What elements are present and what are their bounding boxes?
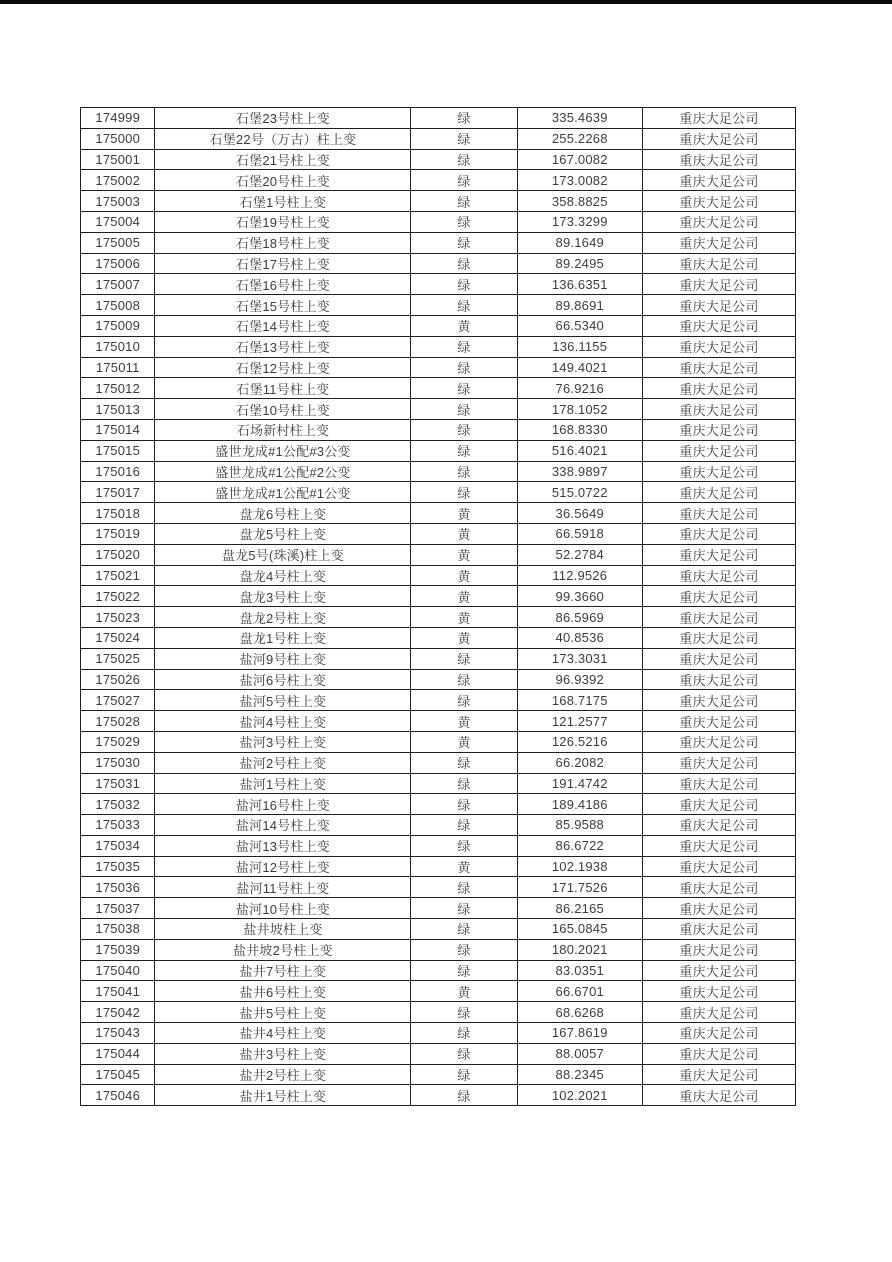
- device-name-cell: 盘龙2号柱上变: [155, 607, 411, 628]
- status-color-cell: 绿: [411, 128, 517, 149]
- device-name-cell: 盘龙4号柱上变: [155, 565, 411, 586]
- table-row: [81, 607, 796, 628]
- table-row: [81, 1064, 796, 1085]
- table-row: [81, 149, 796, 170]
- table-row: [81, 336, 796, 357]
- status-color-cell: 绿: [411, 835, 517, 856]
- record-id-cell: 175031: [81, 773, 155, 794]
- table-row: [81, 960, 796, 981]
- record-id-cell: 175025: [81, 648, 155, 669]
- record-id-cell: 175002: [81, 170, 155, 191]
- record-id-cell: 175036: [81, 877, 155, 898]
- record-id-cell: 175023: [81, 607, 155, 628]
- status-color-cell: 绿: [411, 170, 517, 191]
- company-cell: 重庆大足公司: [642, 669, 795, 690]
- device-name-cell: 盐河2号柱上变: [155, 752, 411, 773]
- record-id-cell: 175021: [81, 565, 155, 586]
- table-row: [81, 482, 796, 503]
- value-cell: 88.2345: [517, 1064, 642, 1085]
- status-color-cell: 黄: [411, 981, 517, 1002]
- value-cell: 191.4742: [517, 773, 642, 794]
- company-cell: 重庆大足公司: [642, 648, 795, 669]
- device-name-cell: 石堡18号柱上变: [155, 232, 411, 253]
- status-color-cell: 绿: [411, 877, 517, 898]
- value-cell: 102.2021: [517, 1085, 642, 1106]
- table-row: [81, 232, 796, 253]
- table-row: [81, 731, 796, 752]
- status-color-cell: 绿: [411, 669, 517, 690]
- table-row: [81, 586, 796, 607]
- device-name-cell: 盛世龙成#1公配#3公变: [155, 440, 411, 461]
- value-cell: 165.0845: [517, 919, 642, 940]
- status-color-cell: 绿: [411, 440, 517, 461]
- record-id-cell: 175032: [81, 794, 155, 815]
- status-color-cell: 绿: [411, 399, 517, 420]
- value-cell: 173.3299: [517, 211, 642, 232]
- record-id-cell: 175022: [81, 586, 155, 607]
- value-cell: 168.8330: [517, 419, 642, 440]
- value-cell: 83.0351: [517, 960, 642, 981]
- table-row: [81, 752, 796, 773]
- table-row: [81, 815, 796, 836]
- status-color-cell: 黄: [411, 544, 517, 565]
- company-cell: 重庆大足公司: [642, 898, 795, 919]
- record-id-cell: 175046: [81, 1085, 155, 1106]
- company-cell: 重庆大足公司: [642, 565, 795, 586]
- value-cell: 168.7175: [517, 690, 642, 711]
- company-cell: 重庆大足公司: [642, 773, 795, 794]
- record-table: [80, 107, 796, 1106]
- value-cell: 52.2784: [517, 544, 642, 565]
- value-cell: 40.8536: [517, 627, 642, 648]
- company-cell: 重庆大足公司: [642, 856, 795, 877]
- record-id-cell: 175042: [81, 1002, 155, 1023]
- record-id-cell: 175020: [81, 544, 155, 565]
- company-cell: 重庆大足公司: [642, 357, 795, 378]
- record-id-cell: 175030: [81, 752, 155, 773]
- value-cell: 335.4639: [517, 108, 642, 129]
- record-id-cell: 175038: [81, 919, 155, 940]
- record-id-cell: 175004: [81, 211, 155, 232]
- status-color-cell: 黄: [411, 711, 517, 732]
- status-color-cell: 黄: [411, 523, 517, 544]
- value-cell: 149.4021: [517, 357, 642, 378]
- value-cell: 88.0057: [517, 1043, 642, 1064]
- value-cell: 178.1052: [517, 399, 642, 420]
- table-row: [81, 315, 796, 336]
- status-color-cell: 黄: [411, 856, 517, 877]
- device-name-cell: 盐河6号柱上变: [155, 669, 411, 690]
- table-row: [81, 773, 796, 794]
- device-name-cell: 盐河5号柱上变: [155, 690, 411, 711]
- company-cell: 重庆大足公司: [642, 315, 795, 336]
- company-cell: 重庆大足公司: [642, 607, 795, 628]
- status-color-cell: 绿: [411, 357, 517, 378]
- value-cell: 85.9588: [517, 815, 642, 836]
- status-color-cell: 黄: [411, 731, 517, 752]
- status-color-cell: 绿: [411, 461, 517, 482]
- device-name-cell: 盐河13号柱上变: [155, 835, 411, 856]
- value-cell: 96.9392: [517, 669, 642, 690]
- table-row: [81, 856, 796, 877]
- company-cell: 重庆大足公司: [642, 1064, 795, 1085]
- record-id-cell: 175035: [81, 856, 155, 877]
- device-name-cell: 石堡14号柱上变: [155, 315, 411, 336]
- device-name-cell: 盛世龙成#1公配#1公变: [155, 482, 411, 503]
- value-cell: 68.6268: [517, 1002, 642, 1023]
- device-name-cell: 盐井坡柱上变: [155, 919, 411, 940]
- value-cell: 167.0082: [517, 149, 642, 170]
- table-row: [81, 981, 796, 1002]
- record-id-cell: 175040: [81, 960, 155, 981]
- device-name-cell: 盐河12号柱上变: [155, 856, 411, 877]
- company-cell: 重庆大足公司: [642, 461, 795, 482]
- device-name-cell: 石堡15号柱上变: [155, 295, 411, 316]
- status-color-cell: 绿: [411, 648, 517, 669]
- record-id-cell: 175018: [81, 503, 155, 524]
- status-color-cell: 黄: [411, 315, 517, 336]
- value-cell: 338.9897: [517, 461, 642, 482]
- table-row: [81, 523, 796, 544]
- value-cell: 66.5340: [517, 315, 642, 336]
- device-name-cell: 石堡1号柱上变: [155, 191, 411, 212]
- table-row: [81, 211, 796, 232]
- status-color-cell: 绿: [411, 191, 517, 212]
- device-name-cell: 石堡22号（万古）柱上变: [155, 128, 411, 149]
- record-id-cell: 175005: [81, 232, 155, 253]
- record-id-cell: 175029: [81, 731, 155, 752]
- table-row: [81, 1085, 796, 1106]
- value-cell: 515.0722: [517, 482, 642, 503]
- value-cell: 66.6701: [517, 981, 642, 1002]
- status-color-cell: 绿: [411, 149, 517, 170]
- table-row: [81, 461, 796, 482]
- status-color-cell: 绿: [411, 773, 517, 794]
- table-row: [81, 253, 796, 274]
- table-row: [81, 419, 796, 440]
- status-color-cell: 黄: [411, 627, 517, 648]
- value-cell: 516.4021: [517, 440, 642, 461]
- status-color-cell: 绿: [411, 794, 517, 815]
- status-color-cell: 绿: [411, 960, 517, 981]
- status-color-cell: 绿: [411, 939, 517, 960]
- table-row: [81, 440, 796, 461]
- device-name-cell: 盘龙5号(珠溪)柱上变: [155, 544, 411, 565]
- status-color-cell: 绿: [411, 419, 517, 440]
- device-name-cell: 盐井坡2号柱上变: [155, 939, 411, 960]
- company-cell: 重庆大足公司: [642, 149, 795, 170]
- device-name-cell: 盐河1号柱上变: [155, 773, 411, 794]
- device-name-cell: 石堡13号柱上变: [155, 336, 411, 357]
- value-cell: 112.9526: [517, 565, 642, 586]
- record-id-cell: 175012: [81, 378, 155, 399]
- device-name-cell: 石堡12号柱上变: [155, 357, 411, 378]
- page-top-edge-bar: [0, 0, 892, 4]
- device-name-cell: 盐河14号柱上变: [155, 815, 411, 836]
- status-color-cell: 绿: [411, 336, 517, 357]
- record-id-cell: 175019: [81, 523, 155, 544]
- record-id-cell: 175010: [81, 336, 155, 357]
- status-color-cell: 绿: [411, 1085, 517, 1106]
- device-name-cell: 盘龙1号柱上变: [155, 627, 411, 648]
- status-color-cell: 黄: [411, 607, 517, 628]
- record-id-cell: 175007: [81, 274, 155, 295]
- company-cell: 重庆大足公司: [642, 815, 795, 836]
- company-cell: 重庆大足公司: [642, 794, 795, 815]
- company-cell: 重庆大足公司: [642, 211, 795, 232]
- device-name-cell: 盐河3号柱上变: [155, 731, 411, 752]
- value-cell: 136.6351: [517, 274, 642, 295]
- status-color-cell: 绿: [411, 211, 517, 232]
- record-id-cell: 175017: [81, 482, 155, 503]
- record-id-cell: 175028: [81, 711, 155, 732]
- device-name-cell: 石堡23号柱上变: [155, 108, 411, 129]
- table-row: [81, 919, 796, 940]
- company-cell: 重庆大足公司: [642, 128, 795, 149]
- status-color-cell: 黄: [411, 586, 517, 607]
- table-row: [81, 690, 796, 711]
- device-name-cell: 盐河11号柱上变: [155, 877, 411, 898]
- table-row: [81, 648, 796, 669]
- record-id-cell: 174999: [81, 108, 155, 129]
- table-row: [81, 1023, 796, 1044]
- record-id-cell: 175003: [81, 191, 155, 212]
- record-id-cell: 175001: [81, 149, 155, 170]
- value-cell: 99.3660: [517, 586, 642, 607]
- device-name-cell: 石场新村柱上变: [155, 419, 411, 440]
- company-cell: 重庆大足公司: [642, 939, 795, 960]
- value-cell: 167.8619: [517, 1023, 642, 1044]
- company-cell: 重庆大足公司: [642, 253, 795, 274]
- company-cell: 重庆大足公司: [642, 295, 795, 316]
- record-id-cell: 175037: [81, 898, 155, 919]
- record-id-cell: 175013: [81, 399, 155, 420]
- record-id-cell: 175024: [81, 627, 155, 648]
- device-name-cell: 盘龙5号柱上变: [155, 523, 411, 544]
- value-cell: 89.8691: [517, 295, 642, 316]
- device-name-cell: 盐井4号柱上变: [155, 1023, 411, 1044]
- value-cell: 89.2495: [517, 253, 642, 274]
- status-color-cell: 绿: [411, 378, 517, 399]
- device-name-cell: 石堡21号柱上变: [155, 149, 411, 170]
- value-cell: 66.5918: [517, 523, 642, 544]
- record-id-cell: 175000: [81, 128, 155, 149]
- company-cell: 重庆大足公司: [642, 336, 795, 357]
- company-cell: 重庆大足公司: [642, 523, 795, 544]
- record-id-cell: 175016: [81, 461, 155, 482]
- table-row: [81, 399, 796, 420]
- record-id-cell: 175009: [81, 315, 155, 336]
- table-row: [81, 711, 796, 732]
- record-id-cell: 175011: [81, 357, 155, 378]
- status-color-cell: 绿: [411, 232, 517, 253]
- company-cell: 重庆大足公司: [642, 191, 795, 212]
- company-cell: 重庆大足公司: [642, 1002, 795, 1023]
- device-name-cell: 石堡10号柱上变: [155, 399, 411, 420]
- device-name-cell: 盐井7号柱上变: [155, 960, 411, 981]
- record-id-cell: 175008: [81, 295, 155, 316]
- status-color-cell: 绿: [411, 898, 517, 919]
- table-row: [81, 274, 796, 295]
- table-row: [81, 544, 796, 565]
- value-cell: 358.8825: [517, 191, 642, 212]
- company-cell: 重庆大足公司: [642, 981, 795, 1002]
- company-cell: 重庆大足公司: [642, 731, 795, 752]
- status-color-cell: 绿: [411, 1043, 517, 1064]
- company-cell: 重庆大足公司: [642, 690, 795, 711]
- record-id-cell: 175006: [81, 253, 155, 274]
- status-color-cell: 绿: [411, 108, 517, 129]
- company-cell: 重庆大足公司: [642, 919, 795, 940]
- device-name-cell: 石堡20号柱上变: [155, 170, 411, 191]
- company-cell: 重庆大足公司: [642, 399, 795, 420]
- table-row: [81, 835, 796, 856]
- table-row: [81, 939, 796, 960]
- value-cell: 171.7526: [517, 877, 642, 898]
- value-cell: 86.6722: [517, 835, 642, 856]
- record-table-body: [81, 108, 796, 1106]
- status-color-cell: 绿: [411, 253, 517, 274]
- status-color-cell: 黄: [411, 565, 517, 586]
- record-id-cell: 175027: [81, 690, 155, 711]
- device-name-cell: 盐井5号柱上变: [155, 1002, 411, 1023]
- value-cell: 189.4186: [517, 794, 642, 815]
- device-name-cell: 石堡16号柱上变: [155, 274, 411, 295]
- record-id-cell: 175033: [81, 815, 155, 836]
- table-row: [81, 357, 796, 378]
- status-color-cell: 绿: [411, 274, 517, 295]
- record-id-cell: 175044: [81, 1043, 155, 1064]
- status-color-cell: 绿: [411, 295, 517, 316]
- company-cell: 重庆大足公司: [642, 1023, 795, 1044]
- company-cell: 重庆大足公司: [642, 232, 795, 253]
- value-cell: 89.1649: [517, 232, 642, 253]
- value-cell: 136.1155: [517, 336, 642, 357]
- company-cell: 重庆大足公司: [642, 440, 795, 461]
- record-id-cell: 175045: [81, 1064, 155, 1085]
- table-row: [81, 627, 796, 648]
- table-row: [81, 898, 796, 919]
- value-cell: 255.2268: [517, 128, 642, 149]
- device-name-cell: 盐井6号柱上变: [155, 981, 411, 1002]
- value-cell: 121.2577: [517, 711, 642, 732]
- status-color-cell: 绿: [411, 1064, 517, 1085]
- value-cell: 173.3031: [517, 648, 642, 669]
- company-cell: 重庆大足公司: [642, 503, 795, 524]
- status-color-cell: 绿: [411, 919, 517, 940]
- device-name-cell: 盐河4号柱上变: [155, 711, 411, 732]
- value-cell: 173.0082: [517, 170, 642, 191]
- record-id-cell: 175026: [81, 669, 155, 690]
- table-row: [81, 565, 796, 586]
- device-name-cell: 盘龙6号柱上变: [155, 503, 411, 524]
- company-cell: 重庆大足公司: [642, 586, 795, 607]
- table-row: [81, 669, 796, 690]
- status-color-cell: 绿: [411, 1023, 517, 1044]
- status-color-cell: 绿: [411, 752, 517, 773]
- status-color-cell: 绿: [411, 1002, 517, 1023]
- table-row: [81, 295, 796, 316]
- device-name-cell: 盐井2号柱上变: [155, 1064, 411, 1085]
- table-row: [81, 877, 796, 898]
- status-color-cell: 黄: [411, 503, 517, 524]
- table-row: [81, 503, 796, 524]
- table-row: [81, 794, 796, 815]
- value-cell: 102.1938: [517, 856, 642, 877]
- value-cell: 66.2082: [517, 752, 642, 773]
- value-cell: 76.9216: [517, 378, 642, 399]
- company-cell: 重庆大足公司: [642, 752, 795, 773]
- record-id-cell: 175034: [81, 835, 155, 856]
- record-id-cell: 175039: [81, 939, 155, 960]
- company-cell: 重庆大足公司: [642, 1043, 795, 1064]
- table-row: [81, 1002, 796, 1023]
- device-name-cell: 盛世龙成#1公配#2公变: [155, 461, 411, 482]
- record-id-cell: 175041: [81, 981, 155, 1002]
- value-cell: 86.2165: [517, 898, 642, 919]
- company-cell: 重庆大足公司: [642, 419, 795, 440]
- table-row: [81, 170, 796, 191]
- device-name-cell: 盐井3号柱上变: [155, 1043, 411, 1064]
- device-name-cell: 盐井1号柱上变: [155, 1085, 411, 1106]
- status-color-cell: 绿: [411, 815, 517, 836]
- company-cell: 重庆大足公司: [642, 108, 795, 129]
- company-cell: 重庆大足公司: [642, 627, 795, 648]
- value-cell: 36.5649: [517, 503, 642, 524]
- status-color-cell: 绿: [411, 690, 517, 711]
- company-cell: 重庆大足公司: [642, 482, 795, 503]
- table-row: [81, 378, 796, 399]
- device-name-cell: 盐河10号柱上变: [155, 898, 411, 919]
- company-cell: 重庆大足公司: [642, 1085, 795, 1106]
- record-id-cell: 175043: [81, 1023, 155, 1044]
- record-id-cell: 175014: [81, 419, 155, 440]
- table-row: [81, 128, 796, 149]
- value-cell: 86.5969: [517, 607, 642, 628]
- table-row: [81, 1043, 796, 1064]
- device-name-cell: 石堡11号柱上变: [155, 378, 411, 399]
- company-cell: 重庆大足公司: [642, 711, 795, 732]
- company-cell: 重庆大足公司: [642, 274, 795, 295]
- value-cell: 126.5216: [517, 731, 642, 752]
- device-name-cell: 石堡17号柱上变: [155, 253, 411, 274]
- table-row: [81, 191, 796, 212]
- company-cell: 重庆大足公司: [642, 960, 795, 981]
- table-row: [81, 108, 796, 129]
- device-name-cell: 盐河16号柱上变: [155, 794, 411, 815]
- company-cell: 重庆大足公司: [642, 378, 795, 399]
- record-id-cell: 175015: [81, 440, 155, 461]
- device-name-cell: 盘龙3号柱上变: [155, 586, 411, 607]
- company-cell: 重庆大足公司: [642, 835, 795, 856]
- device-name-cell: 盐河9号柱上变: [155, 648, 411, 669]
- company-cell: 重庆大足公司: [642, 877, 795, 898]
- status-color-cell: 绿: [411, 482, 517, 503]
- company-cell: 重庆大足公司: [642, 170, 795, 191]
- device-name-cell: 石堡19号柱上变: [155, 211, 411, 232]
- value-cell: 180.2021: [517, 939, 642, 960]
- company-cell: 重庆大足公司: [642, 544, 795, 565]
